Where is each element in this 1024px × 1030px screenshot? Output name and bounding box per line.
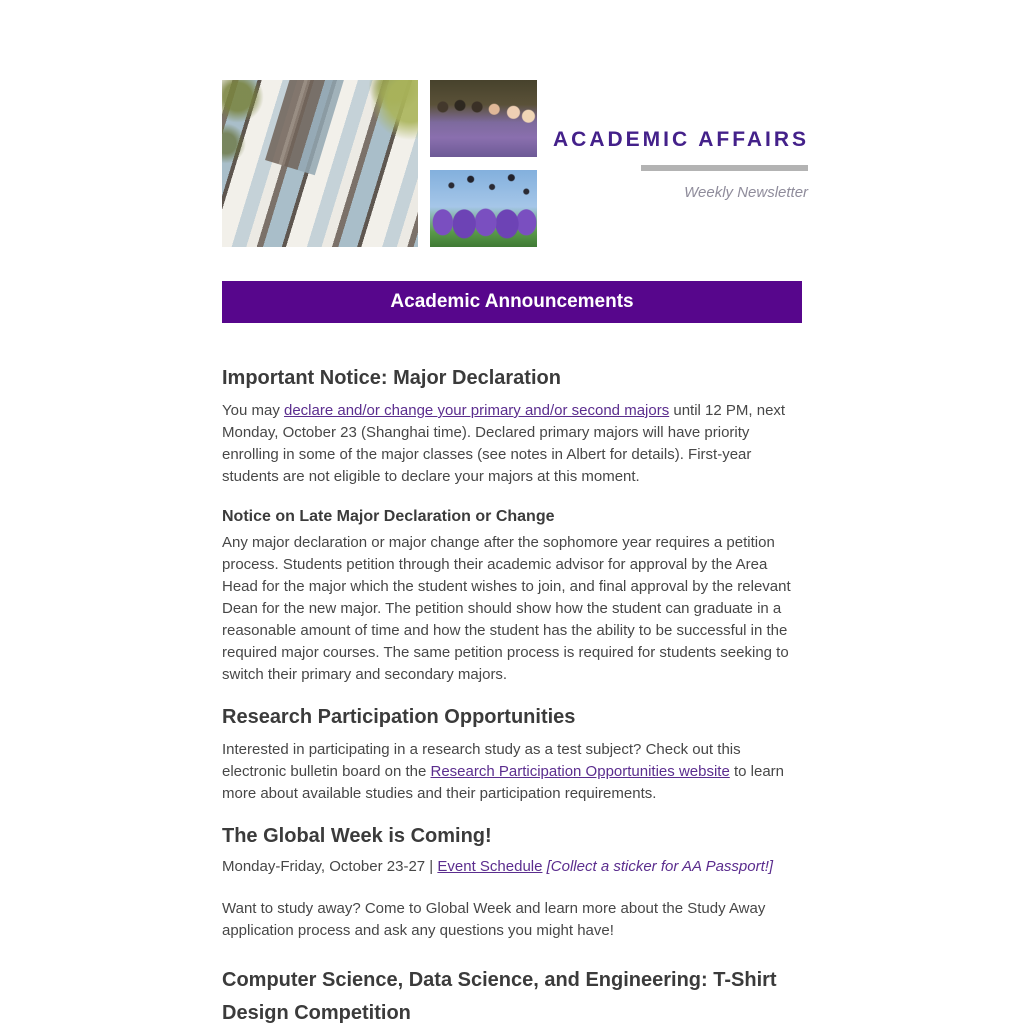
graduation-caps-photo (430, 170, 537, 247)
aa-passport-note: [Collect a sticker for AA Passport!] (542, 858, 774, 875)
para-global-week: Want to study away? Come to Global Week and learn more about the Study Away application process and ask any questions you might have! (222, 900, 766, 939)
students-audience-photo (430, 80, 537, 157)
para-research-participation (222, 739, 802, 805)
major-declaration-link[interactable]: declare and/or change your primary and/or second majors (284, 402, 670, 419)
research-opportunities-link[interactable]: Research Participation Opportunities website (430, 763, 730, 780)
date-text: Monday-Friday, October 23-27 | (222, 858, 438, 875)
campus-building-photo (222, 80, 418, 247)
para-text: Interested in participating in a research study as a test subject? Check out this electronic bulletin board on the (222, 741, 741, 780)
global-week-date-line (222, 856, 802, 878)
section-banner (222, 281, 802, 323)
event-schedule-link[interactable]: Event Schedule (437, 858, 543, 875)
heading-research-participation: Research Participation Opportunities (222, 706, 576, 728)
logo-subtitle: Weekly Newsletter (684, 184, 809, 201)
para-text: You may (222, 402, 284, 419)
newsletter-header (222, 80, 810, 247)
academic-affairs-logo (537, 80, 809, 247)
para-text: until 12 PM, next Monday, October 23 (Shanghai time). Declared primary majors will have priority enrolling in some of the major classes (see notes in Albert for details). First-year students are not eligible to declare your majors at this moment. (222, 402, 786, 485)
newsletter-email (222, 0, 810, 1030)
para-late-declaration: Any major declaration or major change after the sophomore year requires a petition process. Students petition through their academic advisor for approval by the Area Head for the major which the student wishes to join, and final approval by the relevant Dean for the new major. The petition should show how the student can graduate in a reasonable amount of time and how the student has the ability to be successful in the required major courses. The same petition process is required for students seeking to switch their primary and secondary majors. (222, 534, 791, 683)
heading-tshirt-competition: Computer Science, Data Science, and Engineering: T-Shirt Design Competition (222, 969, 777, 1024)
subheading-late-declaration: Notice on Late Major Declaration or Change (222, 508, 555, 525)
heading-global-week: The Global Week is Coming! (222, 825, 492, 847)
banner-title: Academic Announcements (390, 291, 634, 312)
para-text: to learn more about available studies and their participation requirements. (222, 763, 785, 802)
para-major-declaration (222, 400, 802, 488)
photo-stack (430, 80, 537, 247)
heading-major-declaration: Important Notice: Major Declaration (222, 367, 561, 389)
logo-title: ACADEMIC AFFAIRS (553, 128, 810, 151)
logo-divider (641, 165, 808, 171)
